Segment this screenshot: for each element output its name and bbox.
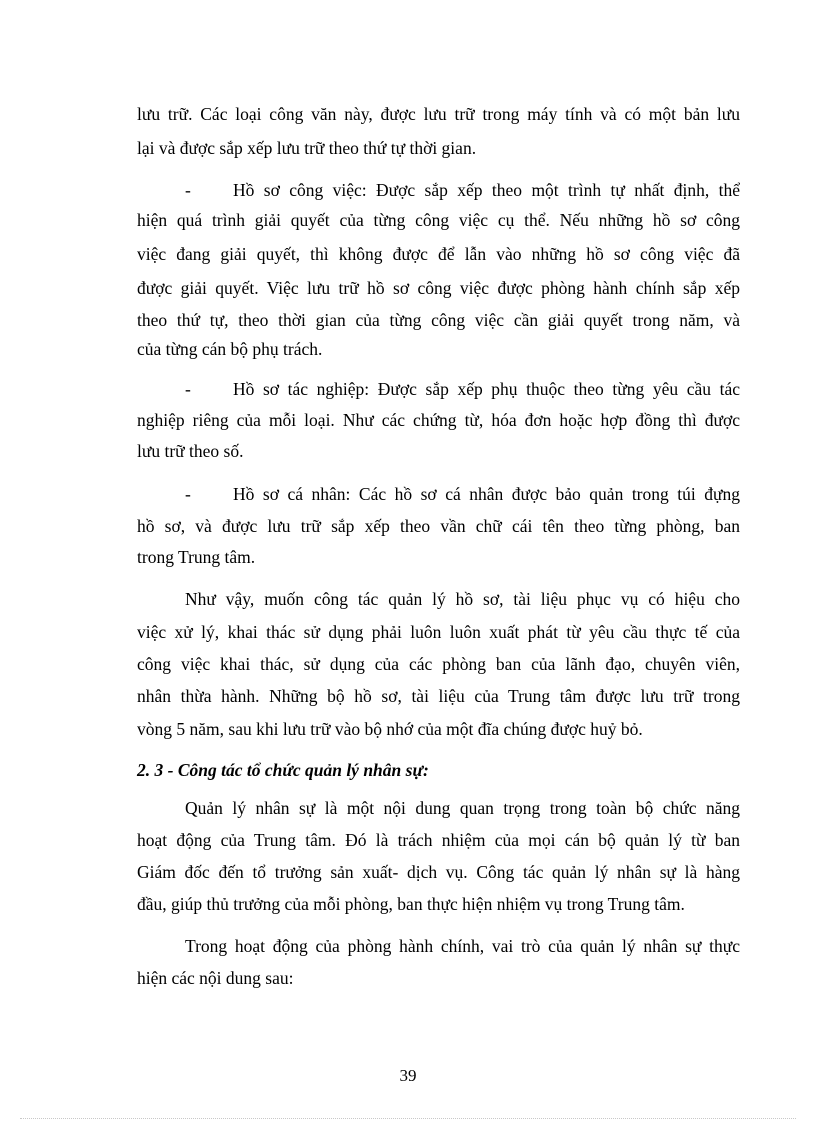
- list-item-first-line: Hồ sơ tác nghiệp: Được sắp xếp phụ thuộc theo từng yêu cầu tác: [233, 379, 740, 399]
- body-text-line: hồ sơ, và được lưu trữ sắp xếp theo vần chữ cái tên theo từng phòng, ban: [137, 516, 740, 536]
- body-text-line: lưu trữ. Các loại công văn này, được lưu trữ trong máy tính và có một bản lưu: [137, 104, 740, 124]
- body-text-line: vòng 5 năm, sau khi lưu trữ vào bộ nhớ của một đĩa chúng được huỷ bỏ.: [137, 719, 643, 739]
- body-text-line: Quản lý nhân sự là một nội dung quan trọng trong toàn bộ chức năng: [185, 798, 740, 818]
- body-text-line: hoạt động của Trung tâm. Đó là trách nhiệm của mọi cán bộ quản lý từ ban: [137, 830, 740, 850]
- page-number: 39: [399, 1066, 417, 1085]
- list-item-first-line: Hồ sơ công việc: Được sắp xếp theo một trình tự nhất định, thể: [233, 180, 740, 200]
- list-marker: -: [185, 180, 191, 200]
- page-bottom-divider: [20, 1118, 796, 1119]
- body-text-line: lưu trữ theo số.: [137, 441, 244, 461]
- body-text-line: nhân thừa hành. Những bộ hồ sơ, tài liệu của Trung tâm được lưu trữ trong: [137, 686, 740, 706]
- list-marker: -: [185, 379, 191, 399]
- body-text-line: hiện các nội dung sau:: [137, 968, 294, 988]
- body-text-line: Giám đốc đến tổ trưởng sản xuất- dịch vụ. Công tác quản lý nhân sự là hàng: [137, 862, 740, 882]
- list-marker: -: [185, 484, 191, 504]
- body-text-line: được giải quyết. Việc lưu trữ hồ sơ công việc được phòng hành chính sắp xếp: [137, 278, 740, 298]
- list-item-first-line: Hồ sơ cá nhân: Các hồ sơ cá nhân được bảo quản trong túi đựng: [233, 484, 740, 504]
- body-text-line: theo thứ tự, theo thời gian của từng công việc cần giải quyết trong năm, và: [137, 310, 740, 330]
- body-text-line: hiện quá trình giải quyết của từng công việc cụ thể. Nếu những hồ sơ công: [137, 210, 740, 230]
- body-text-line: nghiệp riêng của mỗi loại. Như các chứng từ, hóa đơn hoặc hợp đồng thì được: [137, 410, 740, 430]
- section-heading: 2. 3 - Công tác tổ chức quản lý nhân sự:: [137, 760, 429, 780]
- body-text-line: Trong hoạt động của phòng hành chính, vai trò của quản lý nhân sự thực: [185, 936, 740, 956]
- body-text-line: việc xử lý, khai thác sử dụng phải luôn luôn xuất phát từ yêu cầu thực tế của: [137, 622, 740, 642]
- body-text-line: trong Trung tâm.: [137, 547, 256, 567]
- body-text-line: việc đang giải quyết, thì không được để lẫn vào những hồ sơ công việc đã: [137, 244, 740, 264]
- body-text-line: lại và được sắp xếp lưu trữ theo thứ tự thời gian.: [137, 138, 477, 158]
- body-text-line: của từng cán bộ phụ trách.: [137, 339, 323, 359]
- body-text-line: Như vậy, muốn công tác quản lý hồ sơ, tài liệu phục vụ có hiệu cho: [185, 589, 740, 609]
- body-text-line: công việc khai thác, sử dụng của các phòng ban của lãnh đạo, chuyên viên,: [137, 654, 740, 674]
- body-text-line: đầu, giúp thủ trưởng của mỗi phòng, ban thực hiện nhiệm vụ trong Trung tâm.: [137, 894, 685, 914]
